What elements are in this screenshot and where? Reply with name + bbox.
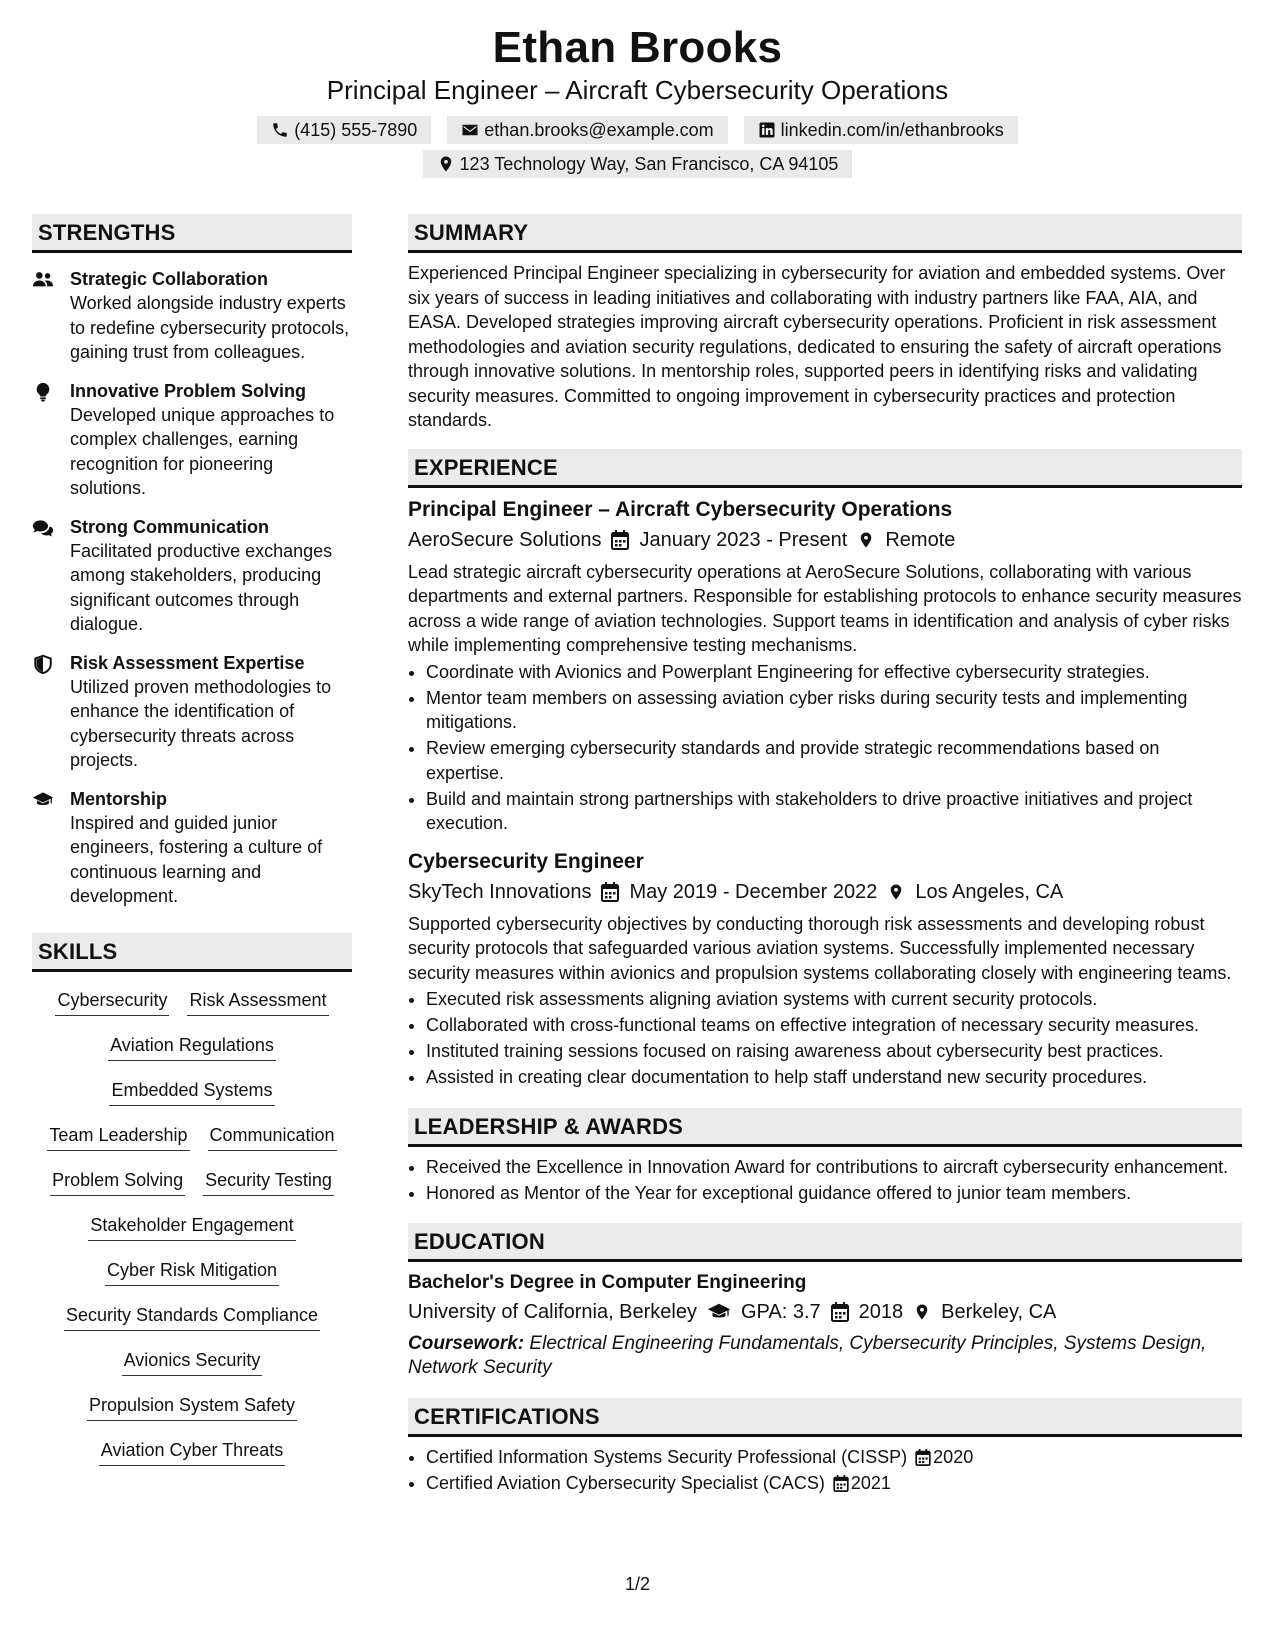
job-bullet: • Instituted training sessions focused on raising awareness about cybersecurity best practices. <box>426 1039 1242 1064</box>
skill-tag: Cybersecurity <box>55 988 169 1016</box>
map-marker-icon <box>437 155 455 173</box>
graduation-cap-icon <box>707 1302 731 1322</box>
phone-text: (415) 555-7890 <box>294 120 418 140</box>
skill-tag: Embedded Systems <box>109 1078 274 1106</box>
page-number: 1/2 <box>624 1574 651 1594</box>
contact-row <box>0 116 1275 144</box>
address-row <box>0 150 1275 178</box>
certification-year: 2020 <box>933 1447 974 1467</box>
graduation-year: 2018 <box>858 1301 904 1323</box>
job-entry <box>408 848 1242 1090</box>
job-location: Los Angeles, CA <box>915 880 1064 903</box>
job-bullet: • Collaborated with cross-functional teams on effective integration of necessary security measures. <box>426 1013 1242 1038</box>
users-icon <box>32 267 70 365</box>
skill-tag: Communication <box>208 1123 337 1151</box>
skill-tag: Team Leadership <box>47 1123 189 1151</box>
job-dates: May 2019 - December 2022 <box>629 880 878 903</box>
address-text: 123 Technology Way, San Francisco, CA 94105 <box>459 154 839 174</box>
strength-title: Mentorship <box>70 788 167 809</box>
certification-item <box>426 1471 1242 1496</box>
linkedin-text: linkedin.com/in/ethanbrooks <box>780 120 1004 140</box>
gpa: GPA: 3.7 <box>741 1301 821 1323</box>
job-title: Cybersecurity Engineer <box>408 849 644 873</box>
company: SkyTech Innovations <box>408 880 592 903</box>
job-meta <box>408 878 1242 906</box>
skills-row <box>32 1258 352 1303</box>
job-description: Supported cybersecurity objectives by conducting thorough risk assessments and developing robust security protocols that safeguarded various aviation systems. Successfully implemented necessary security measures within avionics and propulsion systems collaborating closely with engineering teams. <box>408 913 1232 983</box>
skills-row <box>32 988 352 1033</box>
strength-description: Utilized proven methodologies to enhance the identification of cybersecurity threats across projects. <box>70 676 332 770</box>
strength-title: Strong Communication <box>70 516 269 537</box>
leadership-list <box>408 1155 1242 1206</box>
skills-heading: SKILLS <box>32 933 352 972</box>
strength-description: Inspired and guided junior engineers, fostering a culture of continuous learning and development. <box>70 812 323 906</box>
map-marker-icon <box>857 530 875 550</box>
award-item: • Honored as Mentor of the Year for exceptional guidance offered to junior team members. <box>426 1181 1242 1206</box>
strength-description: Facilitated productive exchanges among stakeholders, producing significant outcomes through dialogue. <box>70 540 333 634</box>
leadership-heading: LEADERSHIP & AWARDS <box>408 1108 1242 1147</box>
degree: Bachelor's Degree in Computer Engineering <box>408 1272 807 1293</box>
strength-item <box>32 267 352 365</box>
calendar-icon <box>915 1449 931 1466</box>
strength-title: Innovative Problem Solving <box>70 380 307 401</box>
certification-item <box>426 1445 1242 1470</box>
shield-icon <box>32 651 70 773</box>
summary-text: Experienced Principal Engineer specializing in cybersecurity for aviation and embedded systems. Over six years of success in leading initiatives and collaborating with industry partners like FAA, AIA, and EASA. Developed strategies improving aircraft cybersecurity operations. Proficient in risk assessment methodologies and aviation security regulations, dedicated to ensuring the safety of aircraft operations through innovative solutions. In mentorship roles, supported peers in identifying risks and validating security measures. Committed to ongoing improvement in cybersecurity practices and protection standards. <box>408 263 1226 430</box>
school: University of California, Berkeley <box>408 1301 697 1323</box>
skills-row <box>32 1123 352 1168</box>
job-location: Remote <box>885 528 956 551</box>
certification-name: • Certified Aviation Cybersecurity Specialist (CACS) <box>426 1473 825 1493</box>
map-marker-icon <box>913 1302 931 1322</box>
lightbulb-icon <box>32 379 70 501</box>
job-bullet: • Review emerging cybersecurity standards and provide strategic recommendations based on expertise. <box>426 736 1242 785</box>
comments-icon <box>32 515 70 637</box>
linkedin-chip[interactable] <box>744 116 1018 144</box>
job-description: Lead strategic aircraft cybersecurity operations at AeroSecure Solutions, collaborating with various departments and external partners. Responsible for establishing protocols to enhance security measures across a wide range of aviation technologies. Support teams in identification and analysis of cyber risks while implementing comprehensive testing mechanisms. <box>408 561 1242 655</box>
skills-row <box>32 1438 352 1483</box>
coursework-text: Electrical Engineering Fundamentals, Cybersecurity Principles, Systems Design, Network Security <box>408 1333 1207 1378</box>
education-location: Berkeley, CA <box>941 1301 1057 1323</box>
skills-row <box>32 1033 352 1078</box>
job-bullet: • Coordinate with Avionics and Powerplant Engineering for effective cybersecurity strategies. <box>426 660 1242 685</box>
job-meta <box>408 526 1242 554</box>
job-bullet: • Mentor team members on assessing aviation cyber risks during security tests and implementing mitigations. <box>426 686 1242 735</box>
strength-title: Strategic Collaboration <box>70 269 269 289</box>
skill-tag: Cyber Risk Mitigation <box>105 1258 279 1286</box>
skills-row <box>32 1168 352 1213</box>
education-meta <box>408 1298 1242 1326</box>
envelope-icon <box>461 121 479 139</box>
skills-row <box>32 1393 352 1438</box>
job-bullets <box>408 660 1242 836</box>
coursework <box>408 1332 1242 1380</box>
calendar-icon <box>611 530 629 550</box>
job-bullet: • Executed risk assessments aligning aviation systems with current security protocols. <box>426 987 1242 1012</box>
skill-tag: Problem Solving <box>50 1168 185 1196</box>
skills-list <box>32 988 352 1483</box>
strength-description: Worked alongside industry experts to redefine cybersecurity protocols, gaining trust from colleagues. <box>70 293 350 362</box>
skill-tag: Aviation Cyber Threats <box>99 1438 285 1466</box>
award-item: • Received the Excellence in Innovation Award for contributions to aircraft cybersecurity enhancement. <box>426 1155 1242 1180</box>
candidate-title: Principal Engineer – Aircraft Cybersecurity Operations <box>326 75 949 105</box>
skill-tag: Avionics Security <box>122 1348 263 1376</box>
strength-description: Developed unique approaches to complex challenges, earning recognition for pioneering solutions. <box>70 404 335 498</box>
certifications-heading: CERTIFICATIONS <box>408 1398 1242 1437</box>
company: AeroSecure Solutions <box>408 528 602 551</box>
graduation-cap-icon <box>32 787 70 909</box>
skill-tag: Risk Assessment <box>187 988 328 1016</box>
strength-title: Risk Assessment Expertise <box>70 652 305 673</box>
strength-item <box>32 787 352 909</box>
skills-row <box>32 1213 352 1258</box>
skills-row <box>32 1348 352 1393</box>
strengths-list <box>32 267 352 909</box>
certification-name: • Certified Information Systems Security Professional (CISSP) <box>426 1447 908 1467</box>
left-column <box>32 214 352 1483</box>
experience-list <box>408 496 1242 1090</box>
calendar-icon <box>601 882 619 902</box>
skills-row <box>32 1078 352 1123</box>
linkedin-icon <box>758 121 776 139</box>
education-heading: EDUCATION <box>408 1223 1242 1262</box>
skills-row <box>32 1303 352 1348</box>
phone-chip[interactable] <box>257 116 431 144</box>
skill-tag: Security Standards Compliance <box>64 1303 320 1331</box>
certification-year: 2021 <box>850 1473 891 1493</box>
summary-heading: SUMMARY <box>408 214 1242 253</box>
skill-tag: Aviation Regulations <box>108 1033 276 1061</box>
email-text: ethan.brooks@example.com <box>484 120 714 140</box>
strength-item <box>32 651 352 773</box>
job-entry <box>408 496 1242 836</box>
calendar-icon <box>831 1302 849 1322</box>
skill-tag: Propulsion System Safety <box>87 1393 297 1421</box>
phone-icon <box>271 121 289 139</box>
address-chip <box>423 150 853 178</box>
job-dates: January 2023 - Present <box>639 528 848 551</box>
strength-item <box>32 515 352 637</box>
strength-item <box>32 379 352 501</box>
map-marker-icon <box>887 882 905 902</box>
skill-tag: Security Testing <box>203 1168 334 1196</box>
coursework-label: Coursework: <box>408 1333 525 1354</box>
job-bullets <box>408 987 1242 1090</box>
skill-tag: Stakeholder Engagement <box>88 1213 295 1241</box>
job-bullet: • Build and maintain strong partnerships with stakeholders to drive proactive initiatives and project execution. <box>426 787 1242 836</box>
experience-heading: EXPERIENCE <box>408 449 1242 488</box>
job-title: Principal Engineer – Aircraft Cybersecurity Operations <box>408 497 953 521</box>
right-column <box>408 214 1242 1497</box>
job-bullet: • Assisted in creating clear documentation to help staff understand new security procedures. <box>426 1065 1242 1090</box>
resume-header <box>0 0 1275 178</box>
calendar-icon <box>833 1475 849 1492</box>
email-chip[interactable] <box>447 116 727 144</box>
strengths-heading: STRENGTHS <box>32 214 352 253</box>
certifications-list <box>408 1445 1242 1496</box>
candidate-name: Ethan Brooks <box>492 23 783 72</box>
